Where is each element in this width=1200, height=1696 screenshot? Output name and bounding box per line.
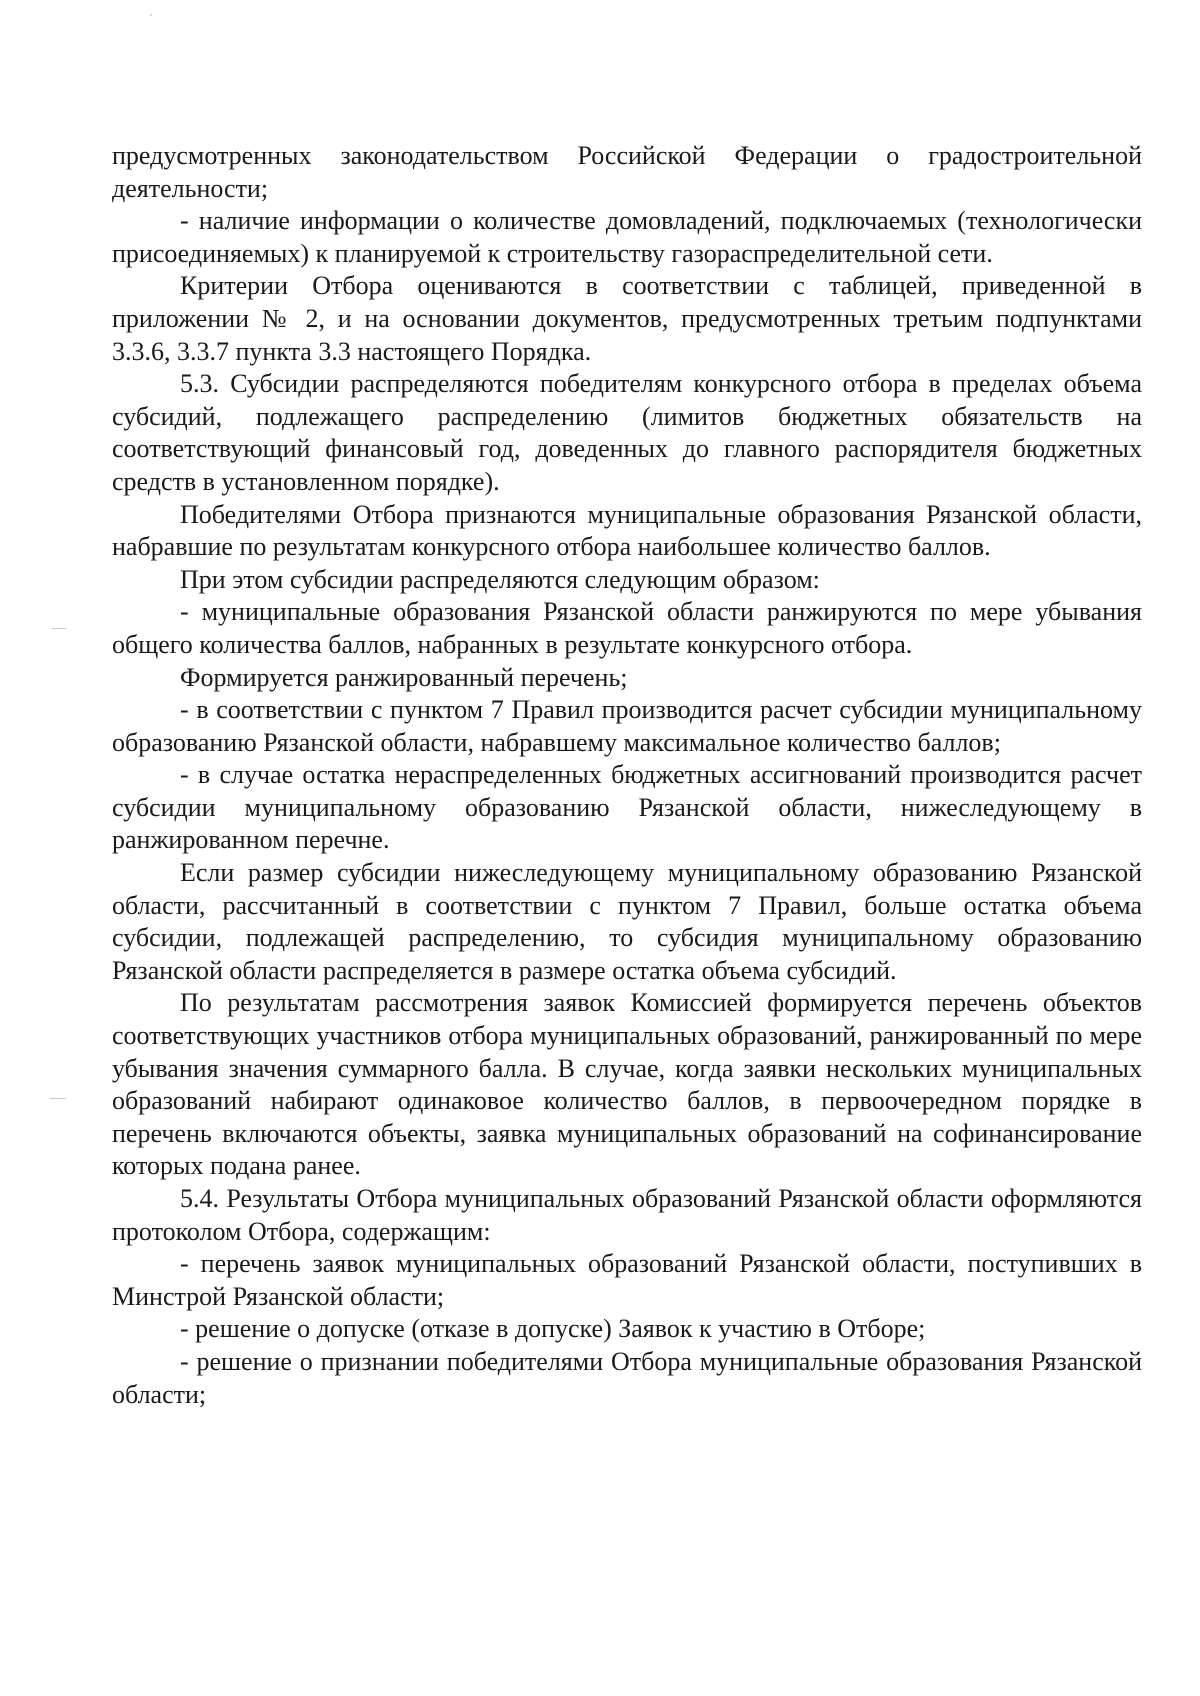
paragraph-bullet-winners-decision: - решение о признании победителями Отбора муниципальные образования Рязанской области;: [112, 1346, 1142, 1409]
paragraph-selection-criteria: Критерии Отбора оцениваются в соответствии с таблицей, приведенной в приложении № 2, и на основании документов, предусмотренных третьим подпунктами 3.3.6, 3.3.7 пункта 3.3 настоящего Порядка.: [112, 271, 1142, 366]
scan-speck: [150, 14, 152, 16]
scan-margin-mark: [50, 1098, 66, 1099]
paragraph-continuation: предусмотренных законодательством Российской Федерации о градостроительной деятельности;: [112, 141, 1142, 203]
paragraph-bullet-remainder: - в случае остатка нераспределенных бюджетных ассигнований производится расчет субсидии муниципальному образованию Рязанской области, нижеследующему в ранжированном перечне.: [112, 760, 1142, 855]
paragraph-winners: Победителями Отбора признаются муниципальные образования Рязанской области, набравшие по результатам конкурсного отбора наибольшее количество баллов.: [112, 499, 1142, 562]
paragraph-section-5-3: 5.3. Субсидии распределяются победителям конкурсного отбора в пределах объема субсидий, подлежащего распределению (лимитов бюджетных обязательств на соответствующий финансовый год, доведенных до главного распорядителя бюджетных средств в установленном порядке).: [112, 369, 1142, 496]
paragraph-commission-results: По результатам рассмотрения заявок Комиссией формируется перечень объектов соответствующих участников отбора муниципальных образований, ранжированный по мере убывания значения суммарного балла. В случае, когда заявки нескольких муниципальных образований набирают одинаковое количество баллов, в первоочередном порядке в перечень включаются объекты, заявка муниципальных образований на софинансирование которых подана ранее.: [112, 988, 1142, 1181]
paragraph-bullet-ranking: - муниципальные образования Рязанской области ранжируются по мере убывания общего количества баллов, набранных в результате конкурсного отбора.: [112, 597, 1142, 659]
paragraph-distribution-intro: При этом субсидии распределяются следующим образом:: [180, 564, 820, 594]
paragraph-section-5-4: 5.4. Результаты Отбора муниципальных образований Рязанской области оформляются протоколом Отбора, содержащим:: [112, 1184, 1142, 1246]
paragraph-bullet-household-info: - наличие информации о количестве домовладений, подключаемых (технологически присоединяемых) к планируемой к строительству газораспределительной сети.: [112, 206, 1142, 268]
scan-margin-mark: [52, 628, 66, 629]
document-body: [112, 140, 1142, 1411]
paragraph-remainder-rule: Если размер субсидии нижеследующему муниципальному образованию Рязанской области, рассчитанный в соответствии с пунктом 7 Правил, больше остатка объема субсидии, подлежащей распределению, то субсидия муниципальному образованию Рязанской области распределяется в размере остатка объема субсидий.: [112, 858, 1142, 985]
paragraph-bullet-applications-list: - перечень заявок муниципальных образований Рязанской области, поступивших в Минстрой Рязанской области;: [112, 1249, 1142, 1311]
paragraph-bullet-calculation: - в соответствии с пунктом 7 Правил производится расчет субсидии муниципальному образованию Рязанской области, набравшему максимальное количество баллов;: [112, 695, 1142, 757]
paragraph-ranked-list: Формируется ранжированный перечень;: [180, 662, 628, 692]
paragraph-bullet-admission-decision: - решение о допуске (отказе в допуске) Заявок к участию в Отборе;: [180, 1314, 926, 1344]
